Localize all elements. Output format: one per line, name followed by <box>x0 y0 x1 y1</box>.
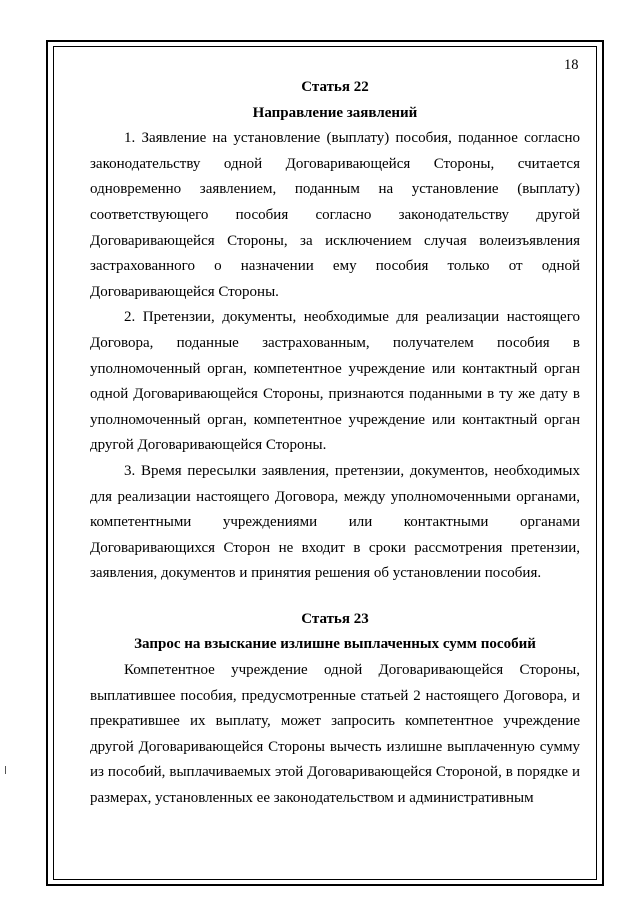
article-22-number: Статья 22 <box>301 79 369 95</box>
article-23 <box>90 607 580 812</box>
article-22-paragraph-1: 1. Заявление на установление (выплату) пособия, поданное согласно законодательству одной Договаривающейся Стороны, считается одновременно заявлением, поданным на установление (выплату) соответствующего пособия согласно законодательству другой Договаривающейся Стороны, за исключением случая волеизъявления застрахованного о назначении ему пособия только от одной Договаривающейся Стороны. <box>90 130 580 300</box>
article-23-number: Статья 23 <box>301 610 369 627</box>
article-23-paragraph-1: Компетентное учреждение одной Договаривающейся Стороны, выплатившее пособия, предусмотренные статьей 2 настоящего Договора, и прекратившее их выплату, может запросить компетентное учреждение другой Договаривающейся Стороны вычесть излишне выплаченную сумму из пособий, выплачиваемых этой Договаривающейся Стороной, в порядке и размерах, установленных ее законодательством и административным <box>90 662 580 807</box>
article-22-title: Направление заявлений <box>252 104 418 121</box>
article-22-paragraph-2: 2. Претензии, документы, необходимые для реализации настоящего Договора, поданные застрахованным, получателем пособия в уполномоченный орган, компетентное учреждение или контактный орган одной Договаривающейся Стороны, признаются поданными в ту же дату в уполномоченный орган, компетентное учреждение или контактный орган другой Договаривающейся Стороны. <box>90 309 580 454</box>
scan-artifact <box>5 766 6 774</box>
article-23-title: Запрос на взыскание излишне выплаченных сумм пособий <box>134 636 536 653</box>
section-spacer <box>90 587 580 607</box>
article-22-paragraph-3: 3. Время пересылки заявления, претензии, документов, необходимых для реализации настоящего Договора, между уполномоченными органами, компетентными учреждениями или контактными органами Договаривающихся Сторон не входит в сроки рассмотрения претензии, заявления, документов и принятия решения об установлении пособия. <box>90 462 580 582</box>
document-body <box>90 75 580 812</box>
page-number: 18 <box>564 57 579 73</box>
article-22 <box>90 75 580 587</box>
